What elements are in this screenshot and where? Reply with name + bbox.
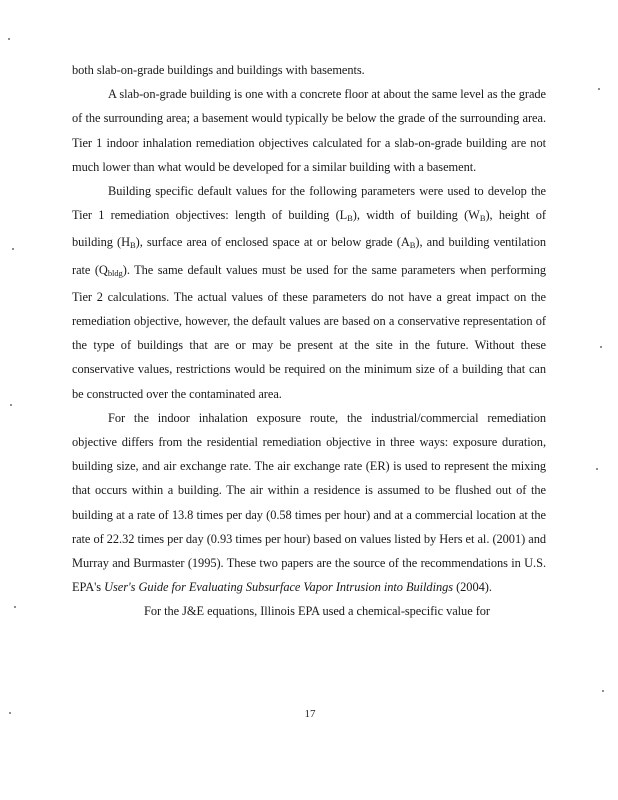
subscript: B — [479, 213, 486, 224]
page-number: 17 — [304, 708, 316, 720]
document-body — [72, 58, 546, 624]
subscript: bldg — [107, 267, 123, 278]
scan-speck — [8, 38, 10, 40]
scan-speck — [14, 606, 16, 608]
scan-speck — [12, 248, 14, 250]
paragraph-text-segment: Building specific default values for the following parameters were used to develop the Tier 1 remediation objectives: length of building (L — [72, 184, 546, 223]
paragraph-text-segment: ), width of building (W — [352, 208, 480, 223]
paragraph-text-segment: (2004). — [453, 580, 492, 595]
scan-speck — [602, 690, 604, 692]
scan-speck — [10, 404, 12, 406]
paragraph-text: For the J&E equations, Illinois EPA used a chemical-specific value for — [144, 604, 490, 619]
italic-document-title: User's Guide for Evaluating Subsurface Vapor Intrusion into Buildings — [104, 580, 454, 595]
scan-speck — [600, 346, 602, 348]
paragraph-text: both slab-on-grade buildings and buildings with basements. — [72, 63, 365, 77]
subscript: B — [347, 213, 353, 224]
paragraph-indoor-inhalation — [72, 406, 546, 600]
subscript: B — [409, 240, 416, 251]
paragraph-je-equations — [72, 599, 546, 623]
paragraph-text-segment: ), height of building (H — [72, 208, 546, 250]
paragraph-slab-on-grade — [72, 82, 546, 179]
paragraph-default-values — [72, 179, 546, 406]
scan-speck — [596, 468, 598, 470]
paragraph-text-segment: For the indoor inhalation exposure route, the industrial/commercial remediation objective differs from the residential remediation objective in three ways: exposure duration, building size, and air exchange rate. The air exchange rate (ER) is used to represent the mixing that occurs within a building. The air within a residence is assumed to be flushed out of the building at a rate of 13.8 times per day (0.58 times per hour) and at a commercial location at the rate of 22.32 times per day (0.93 times per hour) based on values listed by Hers et al. (2001) and Murray and Burmaster (1995). These two papers are the source of the recommendations in U.S. EPA's — [72, 410, 546, 595]
paragraph-text: A slab-on-grade building is one with a concrete floor at about the same level as the grade of the surrounding area; a basement would typically be below the grade of the surrounding area. Tier 1 indoor inhalation remediation objectives calculated for a slab-on-grade building are not much lower than what would be developed for a similar building with a basement. — [72, 87, 546, 174]
subscript: B — [130, 240, 136, 251]
paragraph-continuation — [72, 58, 546, 82]
paragraph-text-segment: ), and building ventilation rate (Q — [72, 235, 546, 277]
paragraph-text-segment: ), surface area of enclosed space at or below grade (A — [135, 235, 410, 250]
scan-speck — [598, 88, 600, 90]
scan-speck — [9, 712, 11, 714]
paragraph-text-segment: ). The same default values must be used for the same parameters when performing Tier 2 calculations. The actual values of these parameters do not have a great impact on the remediation objective, however, the default values are based on a conservative representation of the type of buildings that are or may be present at the site in the future. Without these conservative values, restrictions would be required on the minimum size of a building that can be constructed over the contaminated area. — [72, 262, 546, 401]
